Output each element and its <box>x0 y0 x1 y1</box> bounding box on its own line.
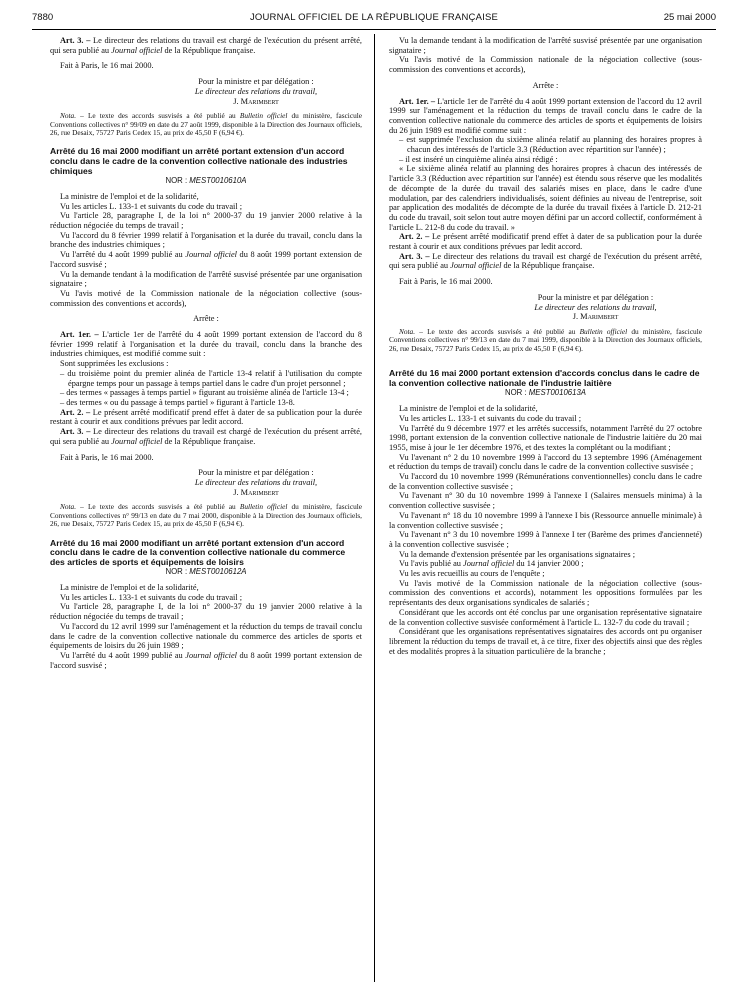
left-column <box>50 36 362 986</box>
paragraph: Vu l'arrêté du 4 août 1999 publié au Journal officiel du 8 août 1999 portant extension de l'accord susvisé ; <box>50 650 362 670</box>
arrete-heading: Arrête : <box>532 80 559 90</box>
paragraph: Vu l'avis publié au Journal officiel du 14 janvier 2000 ; <box>399 559 584 569</box>
signatory-title: Le directeur des relations du travail, <box>194 86 318 96</box>
paragraph: Sont supprimées les exclusions : <box>60 359 169 369</box>
journal-title: JOURNAL OFFICIEL DE LA RÉPUBLIQUE FRANÇAISE <box>249 12 499 23</box>
paragraph: Fait à Paris, le 16 mai 2000. <box>60 61 154 71</box>
list-item: – il est inséré un cinquième alinéa ainsi rédigé : <box>399 154 558 164</box>
note: Nota. – Le texte des accords susvisés a été publié au Bulletin officiel du ministère, fascicule Conventions collectives n° 99/13 en date du 7 mai 2000, disponible à la Direction des Journaux officiels, 26, rue Desaix, 75727 Paris Cedex 15, au prix de 45,50 F (6,94 €). <box>50 502 362 529</box>
header-rule <box>32 29 716 30</box>
column-divider <box>374 34 375 982</box>
paragraph: La ministre de l'emploi et de la solidarité, <box>60 191 199 201</box>
paragraph: Vu l'accord du 12 avril 1999 sur l'aménagement et la réduction du temps de travail conclu dans le cadre de la convention collective nationale du commerce des articles de sports et équipements de loisirs du 26 juin 1989 ; <box>50 621 362 651</box>
delegation: Pour la ministre et par délégation : <box>198 77 314 87</box>
delegation: Pour la ministre et par délégation : <box>537 292 654 302</box>
paragraph: Vu la demande d'extension présentée par les organisations signataires ; <box>399 549 636 559</box>
paragraph: Art. 3. – Le directeur des relations du travail est chargé de l'exécution du présent arrêté, qui sera publié au Journal officiel de la République française. <box>389 251 702 271</box>
paragraph: Vu les articles L. 133-1 et suivants du code du travail ; <box>60 592 243 602</box>
arrete-heading: Arrête : <box>193 314 219 324</box>
paragraph: Vu l'article 28, paragraphe I, de la loi n° 2000-37 du 19 janvier 2000 relative à la réduction négociée du temps de travail ; <box>50 602 362 622</box>
nor-reference: NOR : MEST0010610A <box>165 176 247 186</box>
issue-date: 25 mai 2000 <box>663 12 716 23</box>
decree-title: Arrêté du 16 mai 2000 modifiant un arrêté portant extension d'un accord conclu dans le cadre de la convention collective nationale du commerce des articles de sports et équipements de loisirs <box>50 537 346 567</box>
list-item: – des termes « ou du passage à temps partiel » figurant à l'article 13-8. <box>60 397 295 407</box>
nor-reference: NOR : MEST0010612A <box>165 567 247 577</box>
paragraph: Art. 2. – Le présent arrêté modificatif prend effet à dater de sa publication pour la durée restant à courir et aux conditions prévues par ledit accord. <box>389 232 702 252</box>
paragraph: Vu l'accord du 10 novembre 1999 (Rémunérations conventionnelles) conclu dans le cadre de la convention collective susvisée ; <box>389 472 702 491</box>
paragraph: Vu l'avis motivé de la Commission nationale de la négociation collective (sous-commission des conventions et accords), notamment les oppositions formulées par les représentants des deux organisations syndicales de salariés ; <box>389 578 702 608</box>
signature: J. Marimbert <box>572 312 619 322</box>
paragraph: Considérant que les accords ont été conclus par une organisation représentative signataire de la convention collective susvisée conformément à l'article L. 132-7 du code du travail ; <box>389 607 702 627</box>
paragraph: Fait à Paris, le 16 mai 2000. <box>60 452 154 462</box>
signature: J. Marimbert <box>233 487 279 497</box>
note: Nota. – Le texte des accords susvisés a été publié au Bulletin officiel du ministère, fascicule Conventions collectives n° 99/09 en date du 27 août 1999, disponible à la Direction des Journaux officiels, 26, rue Desaix, 75727 Paris Cedex 15, au prix de 45,50 F (6,94 €). <box>50 111 362 138</box>
paragraph: Considérant que les organisations représentatives signataires des accords ont pu organiser librement la réduction du temps de travail et, à ce titre, fixer des objectifs ainsi que des règles et des modalités propres à la situation particulière de la branche ; <box>389 627 702 656</box>
paragraph: Vu l'avenant n° 3 du 10 novembre 1999 à l'annexe I ter (Barème des primes d'ancienneté) à la convention collective susvisée ; <box>389 530 702 549</box>
paragraph: Vu l'avenant n° 30 du 10 novembre 1999 à l'annexe I (Salaires mensuels minima) à la convention collective susvisée ; <box>389 491 702 511</box>
paragraph: Vu la demande tendant à la modification de l'arrêté susvisé présentée par une organisation signataire ; <box>50 269 362 289</box>
signature: J. Marimbert <box>233 96 279 106</box>
paragraph: Art. 1er. – L'article 1er de l'arrêté du 4 août 1999 portant extension de l'accord du 8 février 1999 relatif à l'organisation et la durée du travail, conclu dans la branche des industries chimiques, est modifié comme suit : <box>50 330 362 359</box>
paragraph: La ministre de l'emploi et de la solidarité, <box>60 583 199 593</box>
quoted-paragraph: « Le sixième alinéa relatif au planning des horaires propres à chacun des intéressés de l'article 3.3 (Réduction avec répartition sur l'année) est étendu sous réserve que les modalités de décompte de la durée du travail des salariés mises en place, dans le cadre d'une modulation, par des calendriers individualisés, soient définies au niveau de l'entreprise, soit par application des modalités de décompte de la durée du travail fixées à l'article D. 212-21 du code du travail, soit selon tout autre moyen défini par un accord collectif, conformément à l'article L. 212-8 du code du travail. » <box>389 164 702 232</box>
paragraph: Vu la demande tendant à la modification de l'arrêté susvisé présentée par une organisation signataire ; <box>389 36 702 55</box>
list-item: – est supprimée l'exclusion du sixième alinéa relatif au planning des horaires propres à chacun des intéressés de l'article 3.3 (Réduction avec répartition sur l'année) ; <box>399 135 702 155</box>
list-item: – des termes « passages à temps partiel » figurant au troisième alinéa de l'article 13-4 ; <box>60 388 349 398</box>
paragraph: Vu les articles L. 133-1 et suivants du code du travail ; <box>60 201 243 211</box>
decree-title: Arrêté du 16 mai 2000 portant extension d'accords conclus dans le cadre de la convention collective nationale de l'industrie laitière <box>389 368 700 388</box>
paragraph: Vu l'accord du 8 février 1999 relatif à l'organisation et la durée du travail, conclu dans la branche des industries chimiques ; <box>50 230 362 250</box>
paragraph: Art. 3. – Le directeur des relations du travail est chargé de l'exécution du présent arrêté, qui sera publié au Journal officiel de la République française. <box>50 427 362 446</box>
paragraph: Art. 1er. – L'article 1er de l'arrêté du 4 août 1999 portant extension de l'accord du 12 avril 1999 sur l'aménagement et la réduction du temps de travail conclu dans le cadre de la convention collective nationale du commerce des articles de sports et équipements de loisirs du 26 juin 1989 est modifié comme suit : <box>389 96 702 135</box>
paragraph: Fait à Paris, le 16 mai 2000. <box>399 277 493 287</box>
note: Nota. – Le texte des accords susvisés a été publié au Bulletin officiel du ministère, fascicule Conventions collectives n° 99/13 en date du 7 mai 1999, disponible à la Direction des Journaux officiels, 26, rue Desaix, 75727 Paris Cedex 15, au prix de 45,50 F (6,94 €). <box>389 326 702 353</box>
paragraph: Vu l'arrêté du 4 août 1999 publié au Journal officiel du 8 août 1999 portant extension de l'accord susvisé ; <box>50 250 362 269</box>
page-header <box>32 12 716 26</box>
paragraph: Art. 3. – Le directeur des relations du travail est chargé de l'exécution du présent arrêté, qui sera publié au Journal officiel de la République française. <box>50 36 362 55</box>
signatory-title: Le directeur des relations du travail, <box>194 477 318 487</box>
list-item: – du troisième point du premier alinéa de l'article 13-4 relatif à l'utilisation du compte épargne temps pour un passage à temps partiel dans le cadre d'un projet personnel ; <box>60 368 362 388</box>
paragraph: Vu l'avis motivé de la Commission nationale de la négociation collective (sous-commission des conventions et accords), <box>389 55 702 75</box>
paragraph: Vu les avis recueillis au cours de l'enquête ; <box>399 569 545 579</box>
paragraph: Vu l'avenant n° 2 du 10 novembre 1999 à l'accord du 13 septembre 1996 (Aménagement et réduction du temps de travail) conclu dans le cadre de la convention collective susvisée ; <box>389 452 702 472</box>
paragraph: Vu l'avenant n° 18 du 10 novembre 1999 à l'annexe I bis (Ressource annuelle minimale) à la convention collective susvisée ; <box>389 510 702 530</box>
page-number: 7880 <box>32 12 54 23</box>
decree-title: Arrêté du 16 mai 2000 modifiant un arrêté portant extension d'un accord conclu dans le cadre de la convention collective nationale des industries chimiques <box>50 146 348 176</box>
paragraph: Vu les articles L. 133-1 et suivants du code du travail ; <box>399 413 582 423</box>
right-column <box>389 36 702 986</box>
paragraph: Vu l'arrêté du 9 décembre 1977 et les arrêtés successifs, notamment l'arrêté du 27 octobre 1998, portant extension de la convention collective nationale de l'industrie laitière du 20 mai 1955, mise à jour le 1er décembre 1976, et des textes la complétant ou la modifiant ; <box>389 423 702 452</box>
paragraph: Vu l'article 28, paragraphe I, de la loi n° 2000-37 du 19 janvier 2000 relative à la réduction négociée du temps de travail ; <box>50 211 362 231</box>
paragraph: Vu l'avis motivé de la Commission nationale de la négociation collective (sous-commission des conventions et accords), <box>50 288 362 308</box>
delegation: Pour la ministre et par délégation : <box>198 468 314 478</box>
signatory-title: Le directeur des relations du travail, <box>534 302 657 312</box>
paragraph: Art. 2. – Le présent arrêté modificatif prend effet à dater de sa publication pour la durée restant à courir et aux conditions prévues par ledit accord. <box>50 407 362 427</box>
nor-reference: NOR : MEST0010613A <box>504 388 587 398</box>
paragraph: La ministre de l'emploi et de la solidarité, <box>399 404 538 414</box>
